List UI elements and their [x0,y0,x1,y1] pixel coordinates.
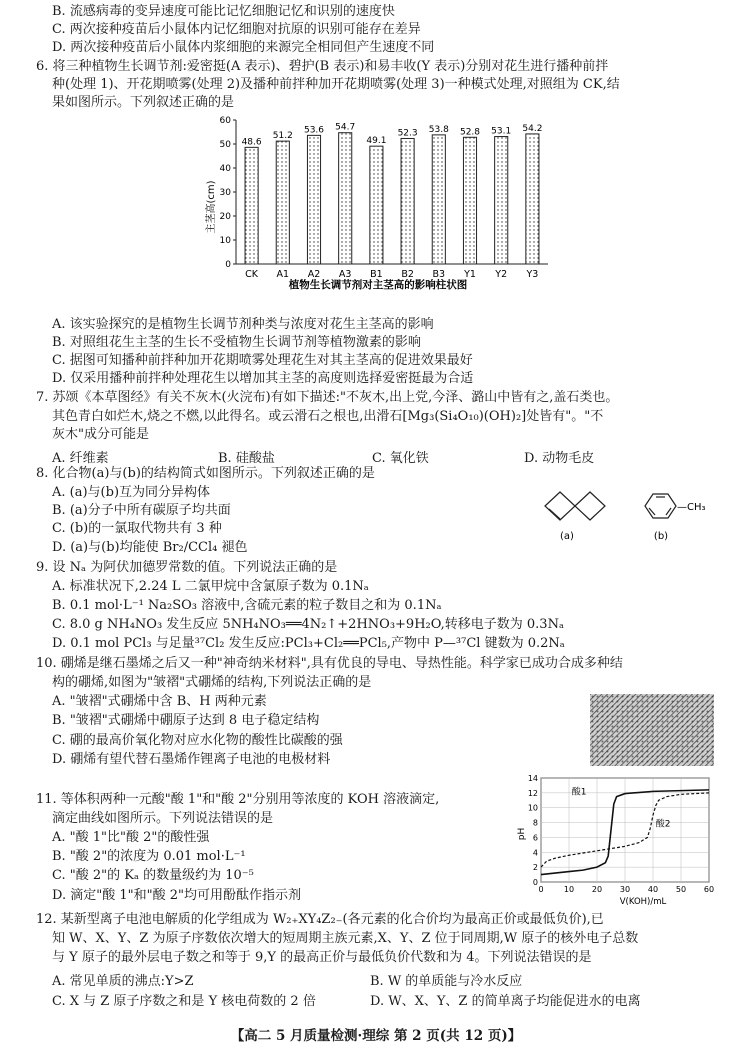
q9-stem: 9. 设 Nₐ 为阿伏加德罗常数的值。下列说法正确的是 [36,560,338,575]
label-a: (a) [560,531,574,542]
q9-option-a: A. 标准状况下,2.24 L 二氯甲烷中含氯原子数为 0.1Nₐ [52,579,369,594]
bar-category-label: Y2 [495,269,508,280]
q12-stem-line3: 与 Y 原子的最外层电子数之和等于 9,Y 的最高正价与最低负价代数和为 4。下列说法错误的是 [52,950,592,965]
bar-value-label: 48.6 [241,137,262,148]
q5-option-c: C. 两次接种疫苗后小鼠体内记忆细胞对抗原的识别可能存在差异 [52,22,421,37]
q10-option-c: C. 硼的最高价氧化物对应水化物的酸性比碳酸的强 [52,733,343,748]
bar-CK [245,147,258,264]
titration-ytick-label: 2 [532,863,538,873]
q12-option-b: B. W 的单质能与冷水反应 [370,974,523,989]
bar-Y3 [526,134,539,264]
bar-category-label: CK [245,269,259,280]
bar-chart-ylabel: 主茎高(cm) [206,180,217,234]
q7-stem-line3: 灰木"成分可能是 [52,427,149,442]
titration-xtick-label: 40 [647,885,659,894]
q5-option-d: D. 两次接种疫苗后小鼠体内浆细胞的来源完全相同但产生速度不同 [52,40,435,55]
bar-Y1 [463,137,476,264]
bar-value-label: 52.3 [397,128,418,139]
bar-B3 [432,135,445,264]
q7-stem-line2: 其色青白如烂木,烧之不燃,以此得名。或云滑石之根也,出滑石[Mg₃(Si₄O₁₀)(OH)₂]处皆有"。"不 [52,409,604,424]
titration-xtick-label: 60 [703,885,715,894]
titration-ytick-label: 10 [527,803,538,813]
page-footer: 【高二 5 月质量检测·理综 第 2 页(共 12 页)】 [230,1028,522,1044]
molecule-structures [525,484,725,544]
q5-option-b: B. 流感病毒的变异速度可能比记忆细胞记忆和识别的速度快 [52,4,395,19]
bar-value-label: 53.6 [303,125,325,136]
q8-option-d: D. (a)与(b)均能使 Br₂/CCl₄ 褪色 [52,540,248,555]
bar-category-label: B1 [370,269,383,280]
q9-option-d: D. 0.1 mol PCl₃ 与足量³⁷Cl₂ 发生反应:PCl₃+Cl₂══PCl₅,产物中 P—³⁷Cl 键数为 0.2Nₐ [52,636,565,651]
bar-value-label: 52.8 [459,127,481,138]
bar-A1 [276,141,289,264]
q12-option-d: D. W、X、Y、Z 的简单离子均能促进水的电离 [370,994,641,1009]
q10-option-d: D. 硼烯有望代替石墨烯作锂离子电池的电极材料 [52,752,331,767]
bar-category-label: B2 [401,269,414,280]
q6-stem-line3: 果如图所示。下列叙述正确的是 [52,95,235,110]
q6-option-c: C. 据图可知播种前拌种加开花期喷雾处理花生对其主茎高的促进效果最好 [52,353,473,368]
bar-value-label: 53.1 [491,126,512,137]
q7-option-d: D. 动物毛皮 [524,451,595,466]
bar-category-label: Y3 [526,269,539,280]
q8-option-a: A. (a)与(b)互为同分异构体 [52,485,211,500]
q12-option-a: A. 常见单质的沸点:Y>Z [52,974,194,989]
bar-value-label: 54.2 [522,123,543,134]
borophene-structure-image [590,694,714,766]
bar-value-label: 53.8 [428,124,449,135]
bar-chart [200,112,560,292]
bar-Y2 [495,137,508,264]
bar-chart-ytick-label: 50 [219,140,231,150]
titration-ytick-label: 4 [532,848,538,858]
bar-category-label: A3 [338,269,352,280]
q6-stem-line2: 种(处理 1)、开花期喷雾(处理 2)及播种前拌种加开花期喷雾(处理 3)一种模式处理,对照组为 CK,结 [52,77,620,92]
q11-option-a: A. "酸 1"比"酸 2"的酸性强 [52,830,210,845]
bar-A2 [307,135,320,264]
titration-chart [515,772,725,907]
bar-value-label: 54.7 [335,122,356,133]
q11-stem-line1: 11. 等体积两种一元酸"酸 1"和"酸 2"分别用等浓度的 KOH 溶液滴定, [36,792,440,807]
titration-series-label: 酸1 [571,787,587,798]
bar-chart-title: 植物生长调节剂对主茎高的影响柱状图 [288,279,468,291]
bar-category-label: A1 [276,269,290,280]
ch3-label: —CH₃ [677,502,706,513]
q9-option-c: C. 8.0 g NH₄NO₃ 发生反应 5NH₄NO₃══4N₂↑+2HNO₃+9H₂O,转移电子数为 0.3Nₐ [52,617,564,632]
q12-stem-line1: 12. 某新型离子电池电解质的化学组成为 W₂₊XY₄Z₂₋(各元素的化合价均为最高正价或最低负价),已 [36,912,604,927]
q11-option-b: B. "酸 2"的浓度为 0.01 mol·L⁻¹ [52,849,246,864]
q9-option-b: B. 0.1 mol·L⁻¹ Na₂SO₃ 溶液中,含硫元素的粒子数目之和为 0.1Nₐ [52,598,442,613]
q8-option-c: C. (b)的一氯取代物共有 3 种 [52,521,222,536]
q8-option-b: B. (a)分子中所有碳原子均共面 [52,503,231,518]
titration-ytick-label: 6 [532,833,538,843]
q10-option-a: A. "皱褶"式硼烯中含 B、H 两种元素 [52,694,267,709]
q8-stem: 8. 化合物(a)与(b)的结构简式如图所示。下列叙述正确的是 [36,466,375,481]
bar-chart-ytick-label: 40 [219,164,231,174]
q12-stem-line2: 知 W、X、Y、Z 为原子序数依次增大的短周期主族元素,X、Y、Z 位于同周期,W 原子的核外电子总数 [52,931,639,946]
q10-stem-line1: 10. 硼烯是继石墨烯之后又一种"神奇纳米材料",具有优良的导电、导热性能。科学家已成功合成多种结 [36,656,623,671]
titration-xtick-label: 50 [675,885,687,894]
bar-B2 [401,138,414,264]
bar-chart-ytick-label: 20 [219,212,231,222]
titration-xtick-label: 10 [563,885,575,894]
bar-category-label: B3 [432,269,446,280]
q6-option-a: A. 该实验探究的是植物生长调节剂种类与浓度对花生主茎高的影响 [52,317,434,332]
q7-option-b: B. 硅酸盐 [218,451,275,466]
q7-stem-line1: 7. 苏颂《本草图经》有关不灰木(火浣布)有如下描述:"不灰木,出上党,今泽、潞山中皆有之,盖石类也。 [36,390,619,405]
titration-ytick-label: 8 [532,818,538,828]
bar-B1 [370,146,383,264]
q12-option-c: C. X 与 Z 原子序数之和是 Y 核电荷数的 2 倍 [52,994,316,1009]
q11-option-c: C. "酸 2"的 Kₐ 的数量级约为 10⁻⁵ [52,868,254,883]
titration-series-label: 酸2 [655,819,671,830]
titration-xtick-label: 30 [619,885,631,894]
bar-chart-ytick-label: 30 [219,188,231,198]
q6-option-d: D. 仅采用播种前拌种处理花生以增加其主茎的高度则选择爱密挺最为合适 [52,371,474,386]
molecule-b [645,494,676,518]
q11-option-d: D. 滴定"酸 1"和"酸 2"均可用酚酞作指示剂 [52,888,301,903]
bar-chart-ytick-label: 60 [219,116,231,126]
titration-ylabel: pH [517,827,527,841]
label-b: (b) [653,531,669,542]
bar-A3 [339,133,352,264]
titration-ytick-label: 14 [527,774,538,783]
q10-stem-line2: 构的硼烯,如图为"皱褶"式硼烯的结构,下列说法正确的是 [52,675,372,690]
bar-category-label: A2 [307,269,321,280]
titration-xtick-label: 20 [591,885,603,894]
bar-value-label: 49.1 [366,136,387,147]
titration-ytick-label: 0 [532,878,538,887]
q11-stem-line2: 滴定曲线如图所示。下列说法错误的是 [52,811,274,826]
q7-option-c: C. 氧化铁 [372,451,429,466]
q7-option-a: A. 纤维素 [52,451,109,466]
bar-value-label: 51.2 [272,131,293,142]
titration-xlabel: V(KOH)/mL [619,897,667,907]
bar-chart-ytick-label: 10 [219,236,231,246]
titration-ytick-label: 12 [527,788,538,798]
q6-option-b: B. 对照组花生主茎的生长不受植物生长调节剂等植物激素的影响 [52,335,421,350]
bar-chart-ytick-label: 0 [225,260,231,270]
q10-option-b: B. "皱褶"式硼烯中硼原子达到 8 电子稳定结构 [52,713,320,728]
molecule-a [545,492,605,520]
titration-xtick-label: 0 [538,885,544,894]
q6-stem-line1: 6. 将三种植物生长调节剂:爱密挺(A 表示)、碧护(B 表示)和易丰收(Y 表示)分别对花生进行播种前拌 [36,59,609,74]
bar-category-label: Y1 [464,269,476,280]
